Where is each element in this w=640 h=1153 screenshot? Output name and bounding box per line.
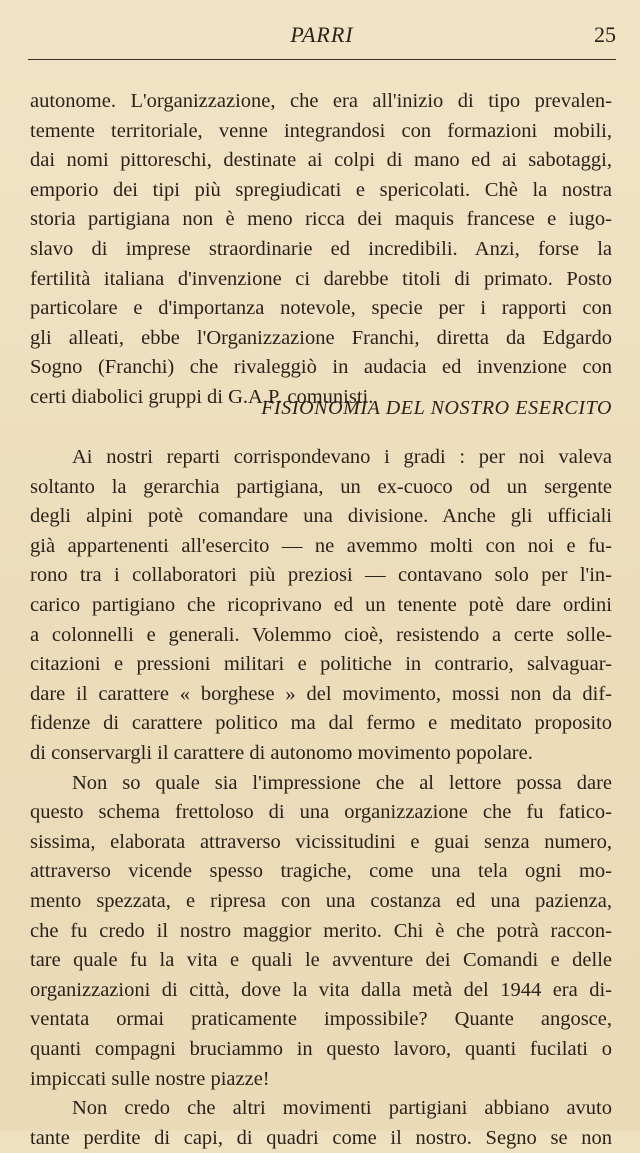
text-line: certi diabolici gruppi di G.A.P. comunisti. (30, 385, 374, 408)
text-line: sissima, elaborata attraverso vicissitudini e guai senza numero, (30, 830, 612, 853)
text-line: Non so quale sia l'impressione che al lettore possa dare (72, 771, 612, 794)
paragraph-2 (30, 443, 612, 769)
text-line: citazioni e pressioni militari e politiche in contrario, salvaguar- (30, 653, 612, 676)
text-line: a colonnelli e generali. Volemmo cioè, resistendo a certe solle- (30, 623, 612, 646)
page-number: 25 (594, 22, 616, 47)
text-line: degli alpini potè comandare una divisione. Anche gli ufficiali (30, 505, 612, 528)
text-line: quanti compagni bruciammo in questo lavoro, quanti fucilati o (30, 1037, 612, 1060)
text-line: mento spezzata, e ripresa con una costanza ed una pazienza, (30, 889, 612, 912)
text-line: Non credo che altri movimenti partigiani abbiano avuto (72, 1097, 612, 1120)
text-line: dai nomi pittoreschi, destinate ai colpi di mano ed ai sabotaggi, (30, 149, 612, 172)
text-line: ventata ormai praticamente impossibile? Quante angosce, (30, 1008, 612, 1031)
text-line: Sogno (Franchi) che rivaleggiò in audacia ed invenzione con (30, 356, 612, 379)
paragraph-4 (30, 1094, 612, 1153)
running-title: PARRI (290, 22, 354, 47)
section-heading: FISIONOMIA DEL NOSTRO ESERCITO (261, 397, 612, 419)
text-line: soltanto la gerarchia partigiana, un ex-cuoco od un sergente (30, 475, 612, 498)
text-line: tare quale fu la vita e quali le avventure dei Comandi e delle (30, 949, 612, 972)
text-line: rono tra i collaboratori più preziosi — contavano solo per l'in- (30, 564, 612, 587)
page-header (28, 22, 616, 58)
text-line: dare il carattere « borghese » del movimento, mossi non da dif- (30, 682, 612, 705)
text-line: fidenze di carattere politico ma dal fermo e meditato proposito (30, 712, 612, 735)
text-line: autonome. L'organizzazione, che era all'inizio di tipo prevalen- (30, 90, 612, 112)
text-line: di conservargli il carattere di autonomo movimento popolare. (30, 741, 533, 764)
text-line: Ai nostri reparti corrispondevano i gradi : per noi valeva (72, 446, 612, 468)
text-line: che fu credo il nostro maggior merito. Chi è che potrà raccon- (30, 919, 612, 942)
paragraph-1 (30, 87, 612, 413)
text-line: questo schema frettoloso di una organizzazione che fu fatico- (30, 801, 612, 824)
text-line: emporio dei tipi più spregiudicati e spericolati. Chè la nostra (30, 178, 612, 201)
text-line: storia partigiana non è meno ricca dei maquis francese e iugo- (30, 208, 612, 231)
text-line: particolare e d'importanza notevole, specie per i rapporti con (30, 297, 612, 320)
text-line: attraverso vicende spesso tragiche, come una tela ogni mo- (30, 860, 612, 883)
text-line: organizzazioni di città, dove la vita dalla metà del 1944 era di- (30, 978, 612, 1001)
text-line: carico partigiano che ricoprivano ed un tenente potè dare ordini (30, 593, 612, 616)
text-line: già appartenenti all'esercito — ne avemmo molti con noi e fu- (30, 534, 612, 557)
text-line: slavo di imprese straordinarie ed incredibili. Anzi, forse la (30, 237, 612, 260)
paragraph-3 (30, 769, 612, 1095)
header-rule (28, 59, 616, 60)
text-line: tante perdite di capi, di quadri come il nostro. Segno se non (30, 1126, 612, 1149)
text-line: impiccati sulle nostre piazze! (30, 1067, 270, 1090)
text-line: temente territoriale, venne integrandosi con formazioni mobili, (30, 119, 612, 142)
text-line: gli alleati, ebbe l'Organizzazione Franchi, diretta da Edgardo (30, 326, 612, 349)
text-line: fertilità italiana d'invenzione ci darebbe titoli di primato. Posto (30, 267, 612, 290)
